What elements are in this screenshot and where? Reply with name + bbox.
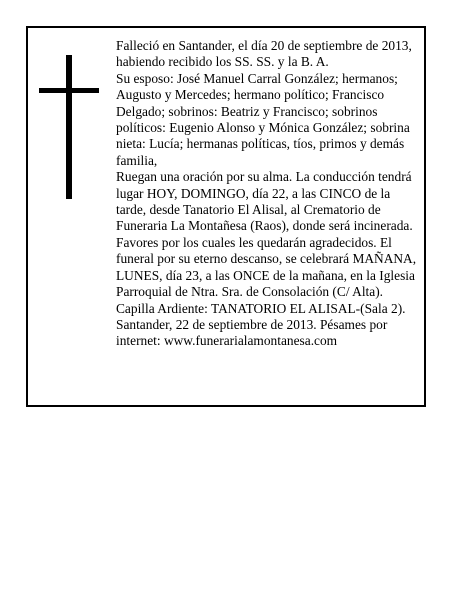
- notice-line: habiendo recibido los SS. SS. y la B. A.: [116, 54, 329, 70]
- notice-line: Su esposo: José Manuel Carral González; hermanos;: [116, 70, 398, 86]
- cross-vertical-bar: [66, 55, 72, 199]
- notice-line: LUNES, día 23, a las ONCE de la mañana, en la Iglesia: [116, 267, 415, 283]
- notice-line: Augusto y Mercedes; hermano político; Francisco: [116, 87, 385, 103]
- notice-line: funeral por su eterno descanso, se celebrará MAÑANA,: [116, 251, 417, 267]
- obituary-notice: [26, 26, 426, 407]
- notice-text: [116, 38, 421, 350]
- notice-line: familia,: [116, 152, 158, 168]
- notice-line: Favores por los cuales les quedarán agradecidos. El: [116, 234, 392, 250]
- notice-line: Parroquial de Ntra. Sra. de Consolación (C/ Alta).: [116, 284, 384, 300]
- notice-line: políticos: Eugenio Alonso y Mónica González; sobrina: [116, 120, 410, 136]
- notice-line: Funeraria La Montañesa (Raos), donde será incinerada.: [116, 218, 413, 234]
- notice-line: internet: www.funerarialamontanesa.com: [116, 333, 338, 349]
- notice-line: lugar HOY, DOMINGO, día 22, a las CINCO de la: [116, 185, 391, 201]
- notice-line: tarde, desde Tanatorio El Alisal, al Crematorio de: [116, 202, 381, 218]
- cross-horizontal-bar: [39, 88, 99, 93]
- notice-line: Falleció en Santander, el día 20 de septiembre de 2013,: [116, 38, 412, 53]
- notice-line: Capilla Ardiente: TANATORIO EL ALISAL-(Sala 2).: [116, 300, 406, 316]
- notice-line: Ruegan una oración por su alma. La conducción tendrá: [116, 169, 412, 185]
- notice-line: Delgado; sobrinos: Beatriz y Francisco; sobrinos: [116, 103, 378, 119]
- cross-icon: [39, 55, 99, 199]
- notice-line: nieta: Lucía; hermanas políticas, tíos, primos y demás: [116, 136, 405, 152]
- notice-line: Santander, 22 de septiembre de 2013. Pésames por: [116, 316, 388, 332]
